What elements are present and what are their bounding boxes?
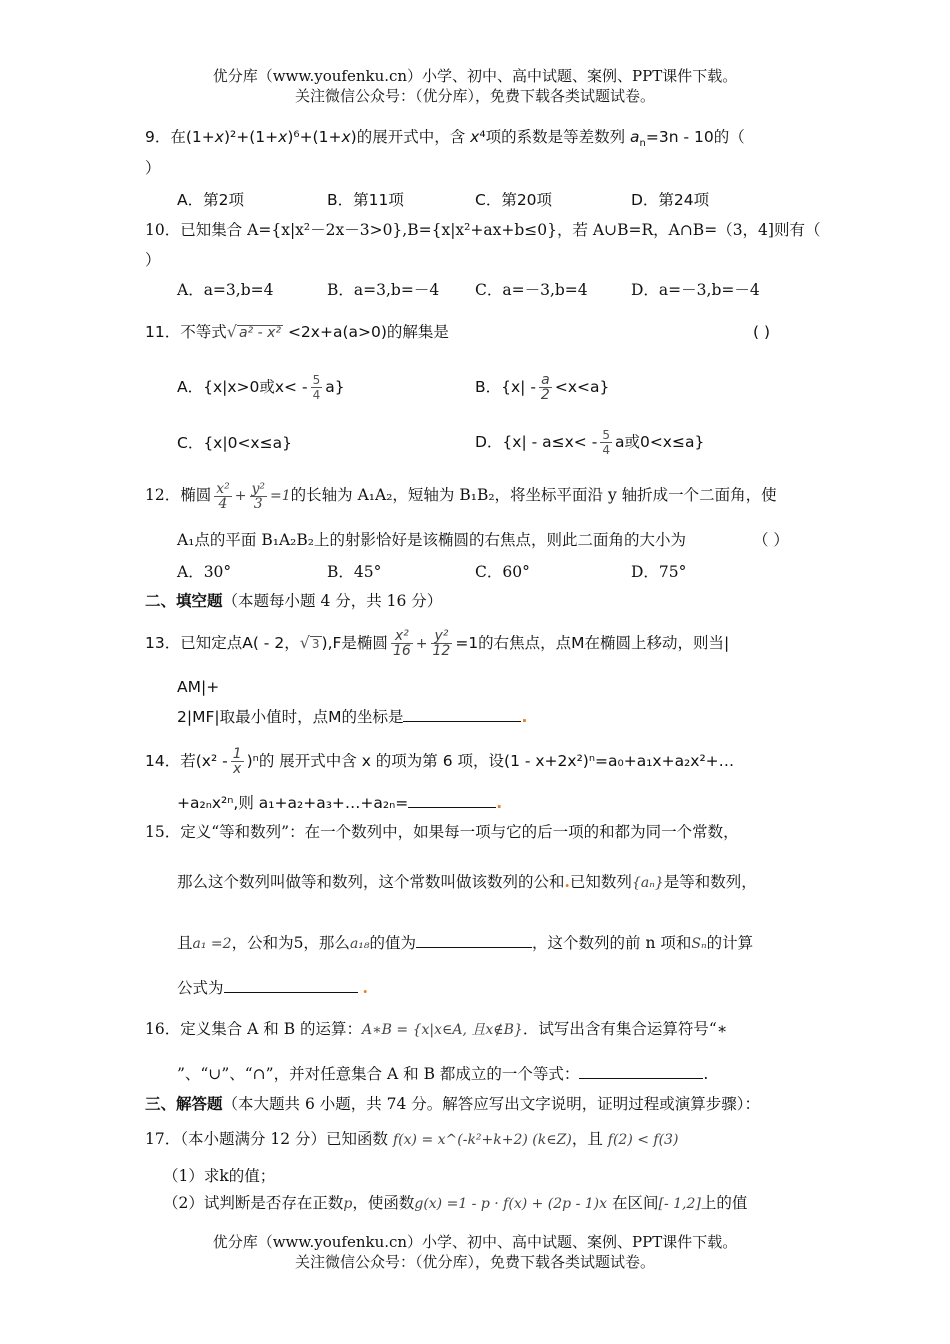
footer-line-1: 优分库（www.youfenku.cn）小学、初中、高中试题、案例、PPT课件下载。 <box>212 1233 738 1251</box>
question-13 <box>145 626 729 661</box>
denominator: 4 <box>602 443 610 457</box>
numerator: 1 <box>232 746 242 762</box>
stem-text: 上的值 <box>700 1194 748 1212</box>
stem-text: 椭圆 <box>180 486 212 504</box>
section-title: 二、填空题 <box>145 591 223 610</box>
section-3-heading <box>145 1094 760 1114</box>
equals: =1 <box>270 488 291 504</box>
denominator: 4 <box>312 388 321 402</box>
sqrt-expression: a² - x² <box>238 325 281 341</box>
period-mark: . <box>496 794 503 812</box>
sequence-symbol: {aₙ} <box>631 875 664 891</box>
question-13-cont-2 <box>177 707 527 727</box>
stem-text: 的计算 <box>706 934 754 952</box>
question-number: 15． <box>145 823 181 841</box>
question-16 <box>145 1019 727 1040</box>
question-number: 17． <box>145 1130 181 1148</box>
stem-text: 已知定点A( - 2， <box>180 634 300 652</box>
stem-text: 且 <box>177 934 193 952</box>
stem-text: ”、“∪”、“∩”，并对任意集合 A 和 B 都成立的一个等式： <box>177 1065 580 1083</box>
question-number: 12． <box>145 486 181 504</box>
option-text: a} <box>325 378 345 396</box>
period-mark: . <box>703 1065 709 1083</box>
sqrt-icon: √ <box>299 633 310 652</box>
answer-blank[interactable] <box>408 807 496 808</box>
section-2-heading <box>145 591 442 611</box>
stem-text: ),F是椭圆 <box>321 634 388 652</box>
question-12 <box>145 478 777 513</box>
numerator: x² <box>216 480 230 497</box>
stem-text: ，且 <box>571 1130 603 1148</box>
option-text: D．{x| - a≤x< - <box>475 433 598 451</box>
option-text: B．{x| - <box>475 378 536 396</box>
option-d <box>475 425 704 459</box>
denominator: 3 <box>253 495 263 512</box>
question-16-cont <box>177 1064 708 1084</box>
stem-text: =3n - 10的（ <box>645 128 745 146</box>
fraction <box>539 373 552 402</box>
stem-text: 在区间 <box>611 1194 659 1212</box>
section-note: （本大题共 6 小题，共 74 分。解答应写出文字说明，证明过程或演算步骤）： <box>222 1095 761 1113</box>
variable-p: p <box>343 1196 353 1212</box>
interval: [- 1,2] <box>658 1196 701 1212</box>
question-15-cont <box>177 872 757 893</box>
numerator: y² <box>251 480 266 497</box>
stem-text: =1的右焦点，点M在椭圆上移动，则当| <box>455 634 730 652</box>
stem-text: 公式为 <box>177 979 224 997</box>
a18-symbol: a₁₈ <box>349 936 370 952</box>
fraction <box>311 373 323 402</box>
option-c: C．第20项 <box>475 191 553 209</box>
fraction <box>600 428 612 457</box>
question-10 <box>145 220 820 240</box>
option-a: A．第2项 <box>177 191 244 209</box>
stem-text: 不等式 <box>180 323 227 341</box>
plus-sign: + <box>234 488 247 504</box>
stem-text: 那么这个数列叫做等和数列，这个常数叫做该数列的公和 <box>177 873 565 891</box>
numerator: 5 <box>602 428 610 442</box>
stem-text: （2）试判断是否存在正数 <box>163 1194 344 1212</box>
stem-text: ．试写出含有集合运算符号“∗ <box>522 1020 728 1038</box>
question-11 <box>145 322 449 342</box>
stem-text: +a₂ₙx²ⁿ,则 a₁+a₂+a₃+…+a₂ₙ= <box>177 794 409 812</box>
question-15 <box>145 822 739 842</box>
option-b: B．第11项 <box>327 191 404 209</box>
numerator: a <box>539 373 552 388</box>
denominator: 2 <box>540 387 550 403</box>
numerator: y² <box>431 629 453 644</box>
denominator: 12 <box>432 643 451 659</box>
option-a <box>177 370 345 404</box>
option-a: A．30° <box>177 563 232 581</box>
denominator: 16 <box>392 643 411 659</box>
fraction <box>250 482 268 511</box>
option-d: D．第24项 <box>631 191 710 209</box>
header-line-1: 优分库（www.youfenku.cn）小学、初中、高中试题、案例、PPT课件下载。 <box>212 67 738 85</box>
option-c: C．{x|0<x≤a} <box>177 434 292 452</box>
option-c: C．a=－3,b=4 <box>475 281 588 299</box>
stem-text: 定义集合 A 和 B 的运算： <box>180 1020 363 1038</box>
fraction <box>431 629 453 658</box>
stem-text: 已知数列 <box>569 873 632 891</box>
question-17-part-1: （1）求k的值； <box>163 1167 276 1185</box>
question-14-cont <box>177 793 502 813</box>
answer-paren: （ ） <box>753 531 789 549</box>
option-a: A．a=3,b=4 <box>177 281 274 299</box>
option-text: <x<a} <box>554 378 610 396</box>
answer-paren: ( ) <box>753 323 771 341</box>
option-b <box>475 370 609 404</box>
plus-sign: + <box>415 636 428 652</box>
condition-formula: f(2) < f(3) <box>607 1132 679 1148</box>
question-10-paren: ） <box>145 251 161 269</box>
stem-text: )的展开式中，含 <box>350 128 466 146</box>
question-17 <box>145 1129 678 1150</box>
fraction <box>391 629 413 658</box>
question-number: 11． <box>145 323 181 341</box>
numerator: x² <box>391 629 413 644</box>
function-formula: f(x) = x^(-k²+k+2) (k∈Z) <box>393 1132 572 1148</box>
question-9: 9．在(1+x)²+(1+x)⁶+(1+x)的展开式中，含 x⁴项的系数是等差数列 $a_n=3n - 10$的（ <box>145 128 745 150</box>
stem-text: ，这个数列的前 n 项和 <box>532 934 692 952</box>
option-d: D．a=－3,b=－4 <box>631 281 760 299</box>
set-operation-formula: A∗B = {x|x∈A, 且x∉B} <box>362 1022 523 1038</box>
question-9-paren: ） <box>145 159 161 177</box>
question-number: 16． <box>145 1020 181 1038</box>
option-text: a或0<x≤a} <box>614 433 705 451</box>
question-17-part-2 <box>163 1193 747 1214</box>
numerator: 5 <box>312 373 321 387</box>
period-mark: . <box>362 978 368 997</box>
stem-text: 定义“等和数列”：在一个数列中，如果每一项与它的后一项的和都为同一个常数， <box>180 823 739 841</box>
stem-text: 的长轴为 A₁A₂，短轴为 B₁B₂，将坐标平面沿 y 轴折成一个二面角，使 <box>290 486 777 504</box>
answer-blank[interactable] <box>224 992 358 993</box>
stem-text: 2|MF|取最小值时，点M的坐标是 <box>177 708 404 726</box>
denominator: 4 <box>218 495 228 512</box>
question-number: 10． <box>145 221 181 239</box>
option-c: C．60° <box>475 563 530 581</box>
question-15-cont-2 <box>177 933 753 954</box>
header-line-2: 关注微信公众号：（优分库），免费下载各类试题试卷。 <box>294 87 655 105</box>
question-number: 13． <box>145 634 181 652</box>
stem-text: 已知集合 A={x|x²－2x－3>0},B={x|x²+ax+b≤0}，若 A∪B=R，A∩B=（3，4]则有（ <box>180 221 821 239</box>
option-b: B．45° <box>327 563 382 581</box>
answer-blank[interactable] <box>416 947 532 948</box>
denominator: x <box>233 761 242 777</box>
period-mark: . <box>564 872 570 891</box>
footer-line-2: 关注微信公众号：（优分库），免费下载各类试题试卷。 <box>294 1253 655 1271</box>
section-title: 三、解答题 <box>145 1094 223 1113</box>
stem-text: )ⁿ的 展开式中含 x 的项为第 6 项，设(1 - x+2x²)ⁿ=a₀+a₁x+a₂x²+… <box>246 752 735 770</box>
function-g-formula: g(x) =1 - p · f(x) + (2p - 1)x <box>414 1196 608 1212</box>
question-13-cont: AM|+ <box>177 678 220 696</box>
sqrt-expression: 3 <box>311 637 320 651</box>
question-14 <box>145 744 734 778</box>
option-text: A．{x|x>0或x< - <box>177 378 308 396</box>
fraction <box>214 482 232 511</box>
question-number: 9． <box>145 128 171 146</box>
stem-text: 项的系数是等差数列 <box>485 128 626 146</box>
answer-blank[interactable] <box>403 721 521 722</box>
option-b: B．a=3,b=－4 <box>327 281 440 299</box>
stem-text: 若(x² - <box>180 752 228 770</box>
question-15-cont-3 <box>177 978 368 998</box>
period-mark: . <box>521 708 528 726</box>
stem-text: ，公和为5，那么 <box>231 934 350 952</box>
stem-text: <2x+a(a>0)的解集是 <box>287 323 449 341</box>
stem-text: 的值为 <box>369 934 417 952</box>
answer-blank[interactable] <box>579 1078 703 1079</box>
section-note: （本题每小题 4 分，共 16 分） <box>222 592 443 610</box>
stem-text: ，使函数 <box>352 1194 415 1212</box>
stem-text: （本小题满分 12 分）已知函数 <box>180 1130 389 1148</box>
fraction <box>231 747 244 776</box>
question-12-cont: A₁点的平面 B₁A₂B₂上的射影恰好是该椭圆的右焦点，则此二面角的大小为 <box>177 531 686 549</box>
sqrt-icon: √ <box>226 322 237 341</box>
question-number: 14． <box>145 752 181 770</box>
stem-text: 是等和数列， <box>663 873 757 891</box>
option-d: D．75° <box>631 563 687 581</box>
sn-symbol: Sₙ <box>691 936 707 952</box>
stem-text: 在(1+ <box>170 128 215 146</box>
a1-expression: a₁ =2 <box>192 936 232 952</box>
